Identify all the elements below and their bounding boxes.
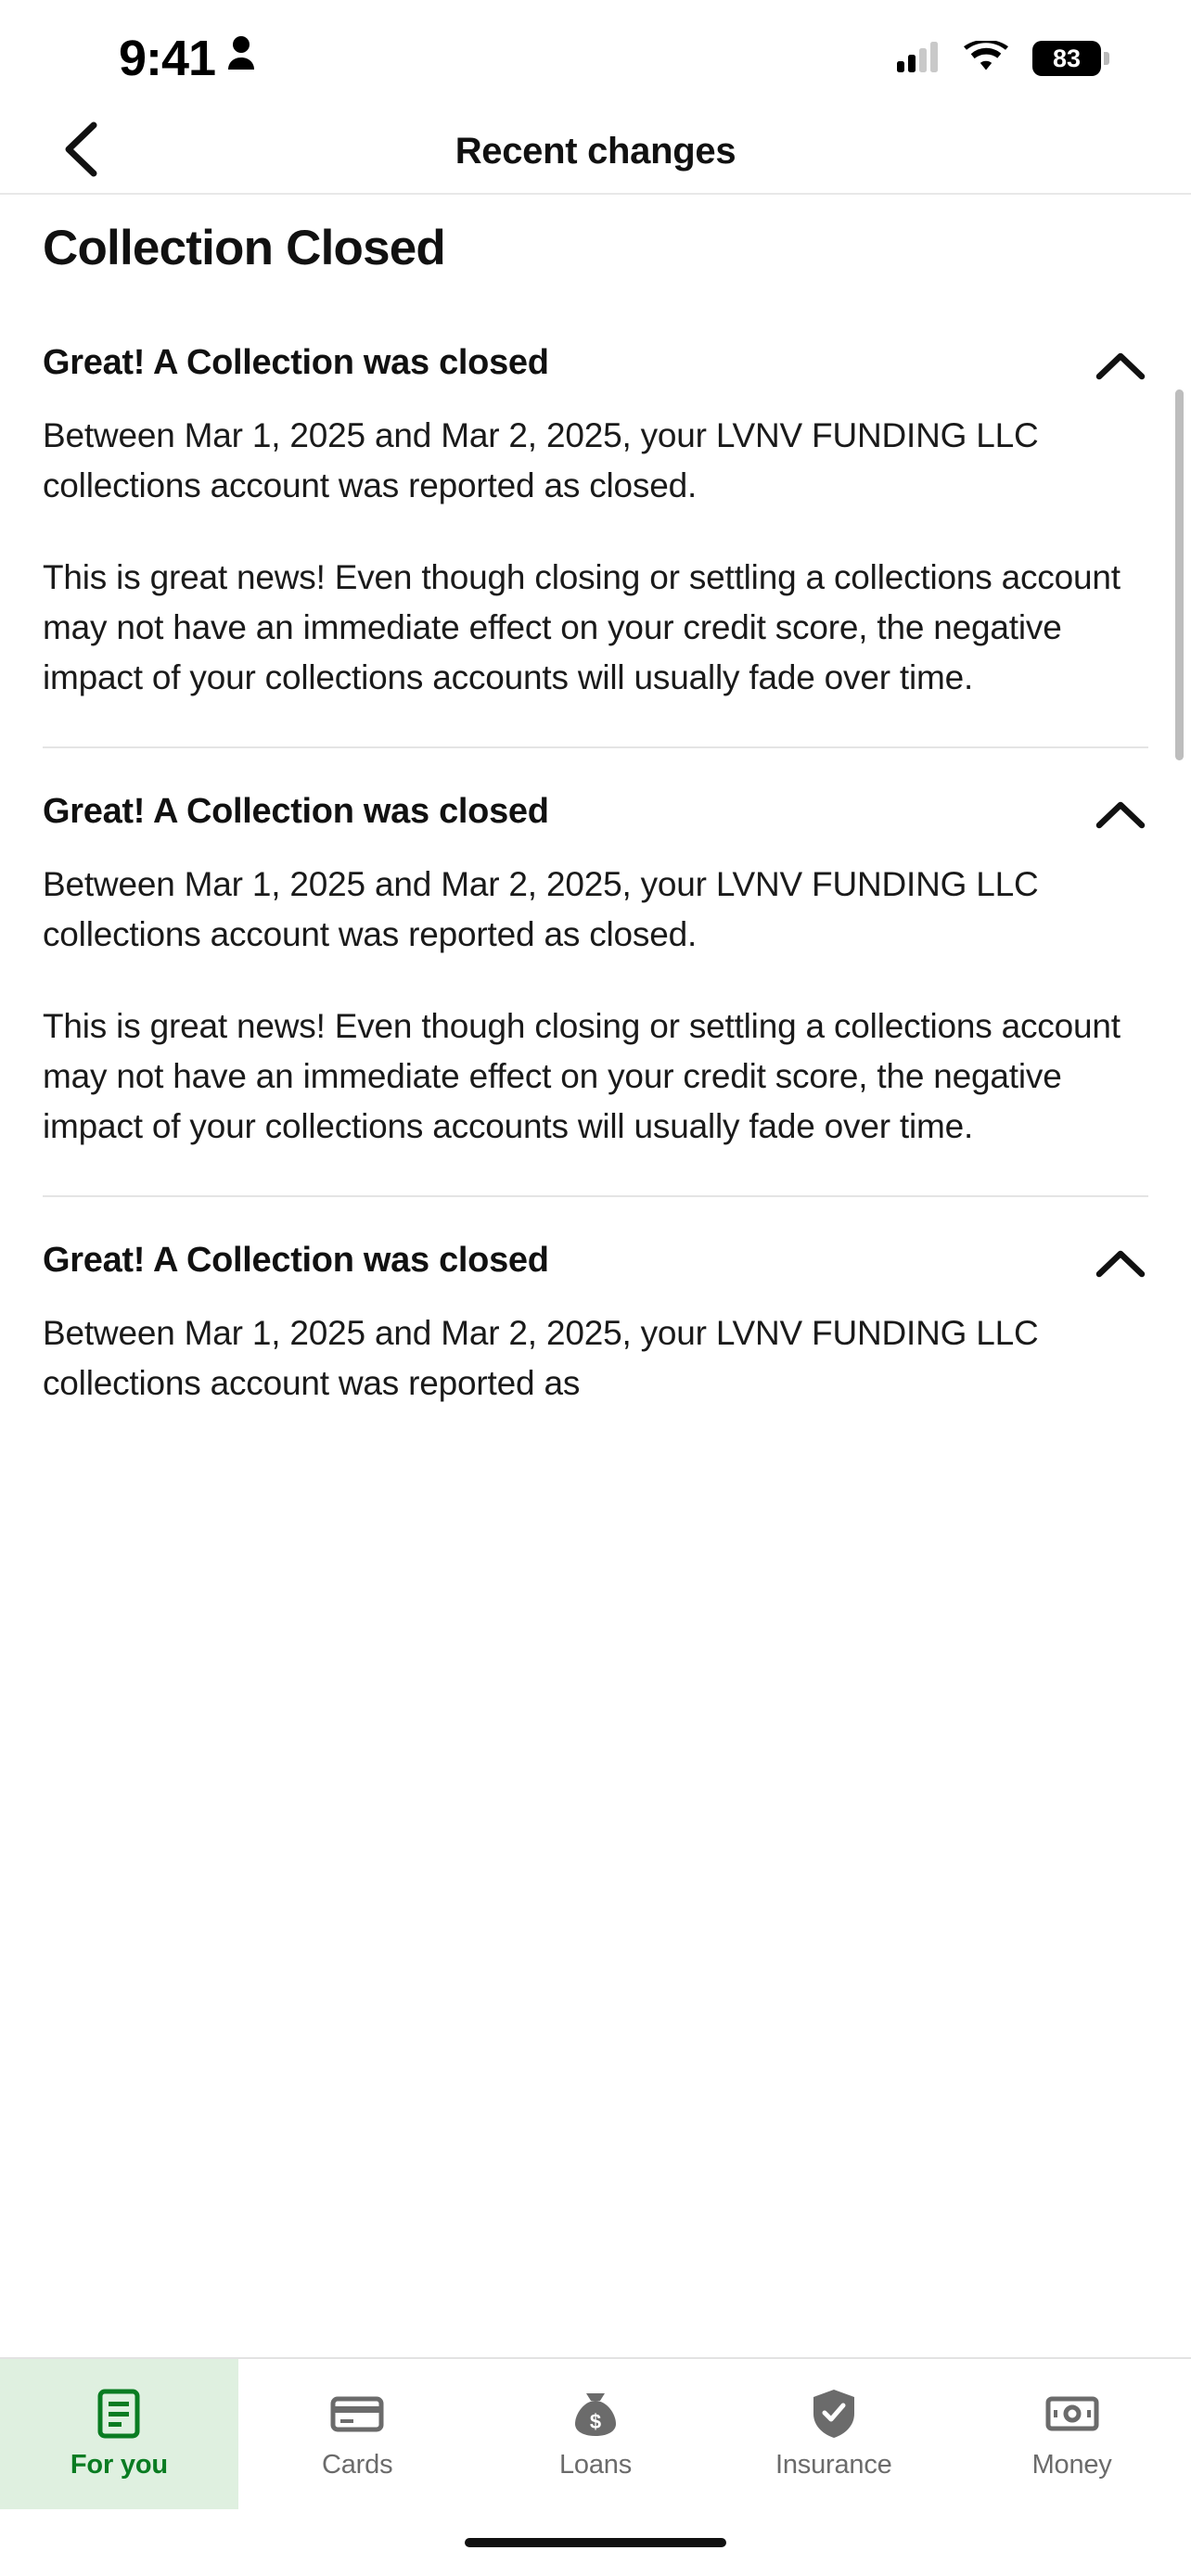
wifi-icon (964, 41, 1008, 77)
change-card-header[interactable] (43, 791, 1148, 835)
change-card-paragraph: This is great news! Even though closing or settling a collections account may not have an immediate effect on your credit score, the negative impact of your collections accounts will usually fade over time. (43, 1007, 1121, 1145)
home-indicator[interactable] (465, 2538, 726, 2547)
change-card-paragraph: Between Mar 1, 2025 and Mar 2, 2025, your LVNV FUNDING LLC collections account was reported as closed. (43, 865, 1039, 953)
money-bag-icon (571, 2389, 620, 2439)
shield-check-icon (812, 2389, 856, 2439)
vertical-scrollbar[interactable] (1175, 389, 1184, 760)
status-time: 9:41 (119, 31, 216, 86)
scroll-content[interactable] (0, 195, 1191, 2357)
page-title: Collection Closed (43, 221, 446, 275)
nav-bar (0, 109, 1191, 195)
tab-label: For you (70, 2449, 168, 2480)
change-card (43, 746, 1148, 1151)
status-bar-right (897, 33, 1133, 77)
change-card-paragraph: This is great news! Even though closing or settling a collections account may not have an immediate effect on your credit score, the negative impact of your collections accounts will usually fade over time. (43, 558, 1121, 696)
battery-percent-label: 83 (1052, 44, 1082, 72)
back-button[interactable] (48, 119, 113, 184)
bottom-tab-bar (0, 2357, 1191, 2509)
status-bar-left (0, 26, 256, 86)
change-card-title: Great! A Collection was closed (43, 1241, 549, 1281)
status-bar (0, 0, 1191, 109)
change-card-title: Great! A Collection was closed (43, 792, 549, 832)
tab-loans[interactable] (477, 2359, 715, 2509)
person-icon (226, 34, 256, 76)
tab-for-you[interactable] (0, 2359, 238, 2509)
tab-money[interactable] (953, 2359, 1191, 2509)
chevron-left-icon (60, 121, 101, 183)
change-card-body (43, 387, 1148, 702)
change-card-header[interactable] (43, 1240, 1148, 1284)
svg-text:$: $ (589, 2409, 602, 2433)
change-card (43, 1195, 1148, 1439)
document-icon (97, 2389, 140, 2439)
battery-icon (1032, 41, 1109, 76)
tab-label: Insurance (775, 2449, 892, 2480)
change-card-header[interactable] (43, 342, 1148, 387)
chevron-up-icon[interactable] (1093, 346, 1148, 387)
chevron-up-icon[interactable] (1093, 795, 1148, 835)
cellular-signal-icon (897, 41, 940, 77)
change-card-paragraph: Between Mar 1, 2025 and Mar 2, 2025, your LVNV FUNDING LLC collections account was reported as closed. (43, 415, 1039, 504)
chevron-up-icon[interactable] (1093, 1243, 1148, 1284)
change-card-body (43, 1284, 1148, 1439)
change-card (43, 277, 1148, 702)
page-title-header: Recent changes (455, 130, 736, 172)
credit-card-icon (330, 2389, 384, 2439)
banknote-icon (1045, 2389, 1099, 2439)
tab-label: Cards (322, 2449, 393, 2480)
tab-insurance[interactable] (714, 2359, 953, 2509)
change-card-paragraph: Between Mar 1, 2025 and Mar 2, 2025, your LVNV FUNDING LLC collections account was reported as (43, 1314, 1039, 1402)
change-card-title: Great! A Collection was closed (43, 342, 549, 382)
home-indicator-area (0, 2509, 1191, 2576)
tab-label: Loans (558, 2449, 632, 2480)
tab-cards[interactable] (238, 2359, 477, 2509)
change-card-body (43, 835, 1148, 1151)
tab-label: Money (1031, 2449, 1112, 2480)
